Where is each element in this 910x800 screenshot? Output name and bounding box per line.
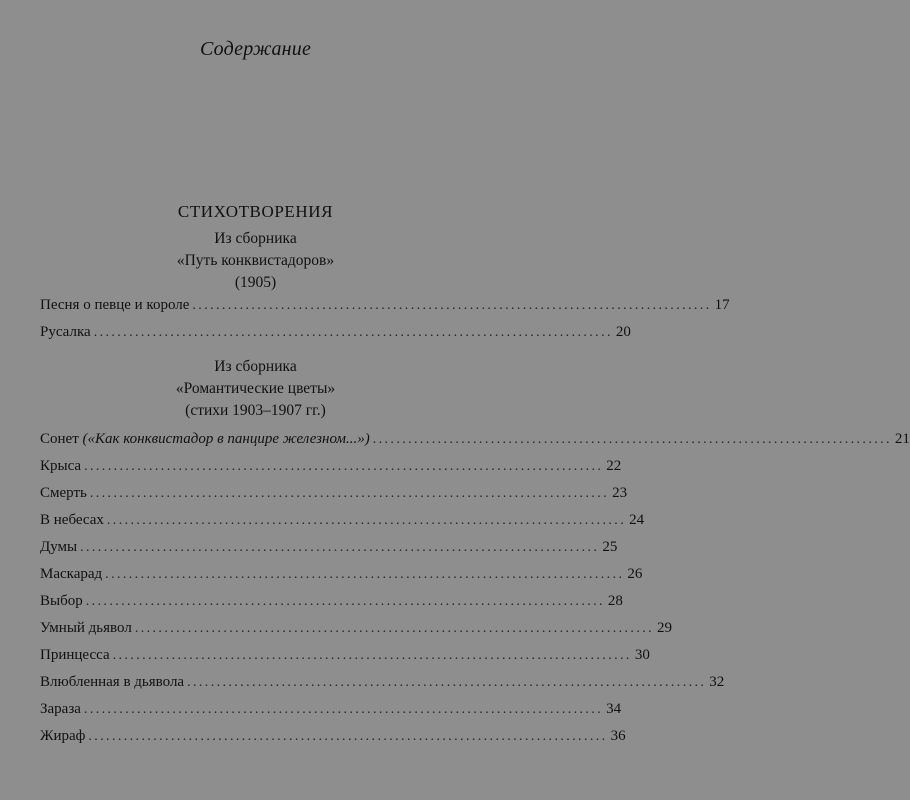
toc-entry-page: 29	[657, 620, 673, 636]
toc-entry[interactable]	[40, 458, 622, 478]
toc-entry[interactable]	[40, 297, 730, 317]
toc-entry-title: Влюбленная в дьявола	[40, 674, 185, 690]
toc-entry-page: 24	[629, 512, 645, 528]
toc-leader-dots: ........................................................................................	[134, 621, 655, 636]
toc-entry[interactable]	[40, 324, 631, 344]
toc-entry-page: 34	[606, 701, 622, 717]
toc-entry-page: 20	[615, 324, 631, 340]
collection-2-years: (стихи 1903–1907 гг.)	[185, 402, 326, 419]
toc-entry-title: Сонет	[40, 431, 79, 447]
collection-2-name: «Романтические цветы»	[175, 380, 336, 397]
toc-leader-dots: ........................................................................................	[83, 702, 604, 717]
toc-entry[interactable]	[40, 701, 622, 721]
toc-entry-title: Крыса	[40, 458, 82, 474]
toc-leader-dots: ........................................................................................	[106, 513, 627, 528]
toc-entry-page: 26	[627, 566, 643, 582]
toc-entry-title: Умный дьявол	[40, 620, 132, 636]
toc-entry-page: 22	[606, 458, 622, 474]
toc-entry[interactable]	[40, 728, 626, 748]
toc-entry-page: 25	[602, 539, 618, 555]
collection-1-name: «Путь конквистадоров»	[176, 252, 335, 269]
toc-entry-page: 32	[709, 674, 725, 690]
toc-entry-page: 23	[612, 485, 628, 501]
toc-entry-subtitle: («Как конквистадор в панцире железном...»)	[82, 431, 370, 447]
toc-entry[interactable]	[40, 566, 643, 586]
toc-entry-title: Думы	[40, 539, 78, 555]
toc-entry-title: Принцесса	[40, 647, 110, 663]
toc-leader-dots: ........................................................................................	[187, 675, 707, 690]
toc-leader-dots: ........................................................................................	[84, 459, 604, 474]
toc-entry-title: Смерть	[40, 485, 87, 501]
toc-leader-dots: ........................................................................................	[89, 486, 610, 501]
toc-leader-dots: ........................................................................................	[88, 729, 608, 744]
toc-entry[interactable]	[40, 539, 618, 559]
toc-entry-title: В небесах	[40, 512, 104, 528]
toc-entry[interactable]	[40, 431, 910, 451]
toc-entry-page: 17	[714, 297, 730, 313]
toc-entry-page: 30	[634, 647, 650, 663]
toc-entry-title: Маскарад	[40, 566, 103, 582]
toc-leader-dots: ........................................................................................	[85, 594, 605, 609]
toc-entry-title: Зараза	[40, 701, 81, 717]
toc-entry-title: Жираф	[40, 728, 86, 744]
toc-leader-dots: ........................................................................................	[372, 432, 892, 447]
toc-leader-dots: ........................................................................................	[192, 298, 712, 313]
toc-entry-page: 21	[894, 431, 910, 447]
collection-2-from-label: Из сборника	[214, 358, 297, 375]
toc-entry-title: Песня о певце и короле	[40, 297, 190, 313]
toc-entry-title: Выбор	[40, 593, 83, 609]
toc-entry-page: 28	[607, 593, 623, 609]
toc-entry[interactable]	[40, 674, 725, 694]
toc-entry[interactable]	[40, 593, 623, 613]
toc-entry[interactable]	[40, 647, 650, 667]
page-title: Содержание	[199, 38, 312, 60]
collection-1-from-label: Из сборника	[214, 230, 297, 247]
toc-entry[interactable]	[40, 485, 628, 505]
toc-entry[interactable]	[40, 512, 645, 532]
toc-leader-dots: ........................................................................................	[80, 540, 600, 555]
toc-leader-dots: ........................................................................................	[112, 648, 632, 663]
toc-leader-dots: ........................................................................................	[105, 567, 625, 582]
toc-entry-page: 36	[610, 728, 626, 744]
section-title: СТИХОТВОРЕНИЯ	[177, 202, 334, 221]
collection-1-year: (1905)	[234, 274, 277, 291]
toc-entry[interactable]	[40, 620, 673, 640]
toc-entry-title: Русалка	[40, 324, 91, 340]
toc-leader-dots: ........................................................................................	[93, 325, 613, 340]
